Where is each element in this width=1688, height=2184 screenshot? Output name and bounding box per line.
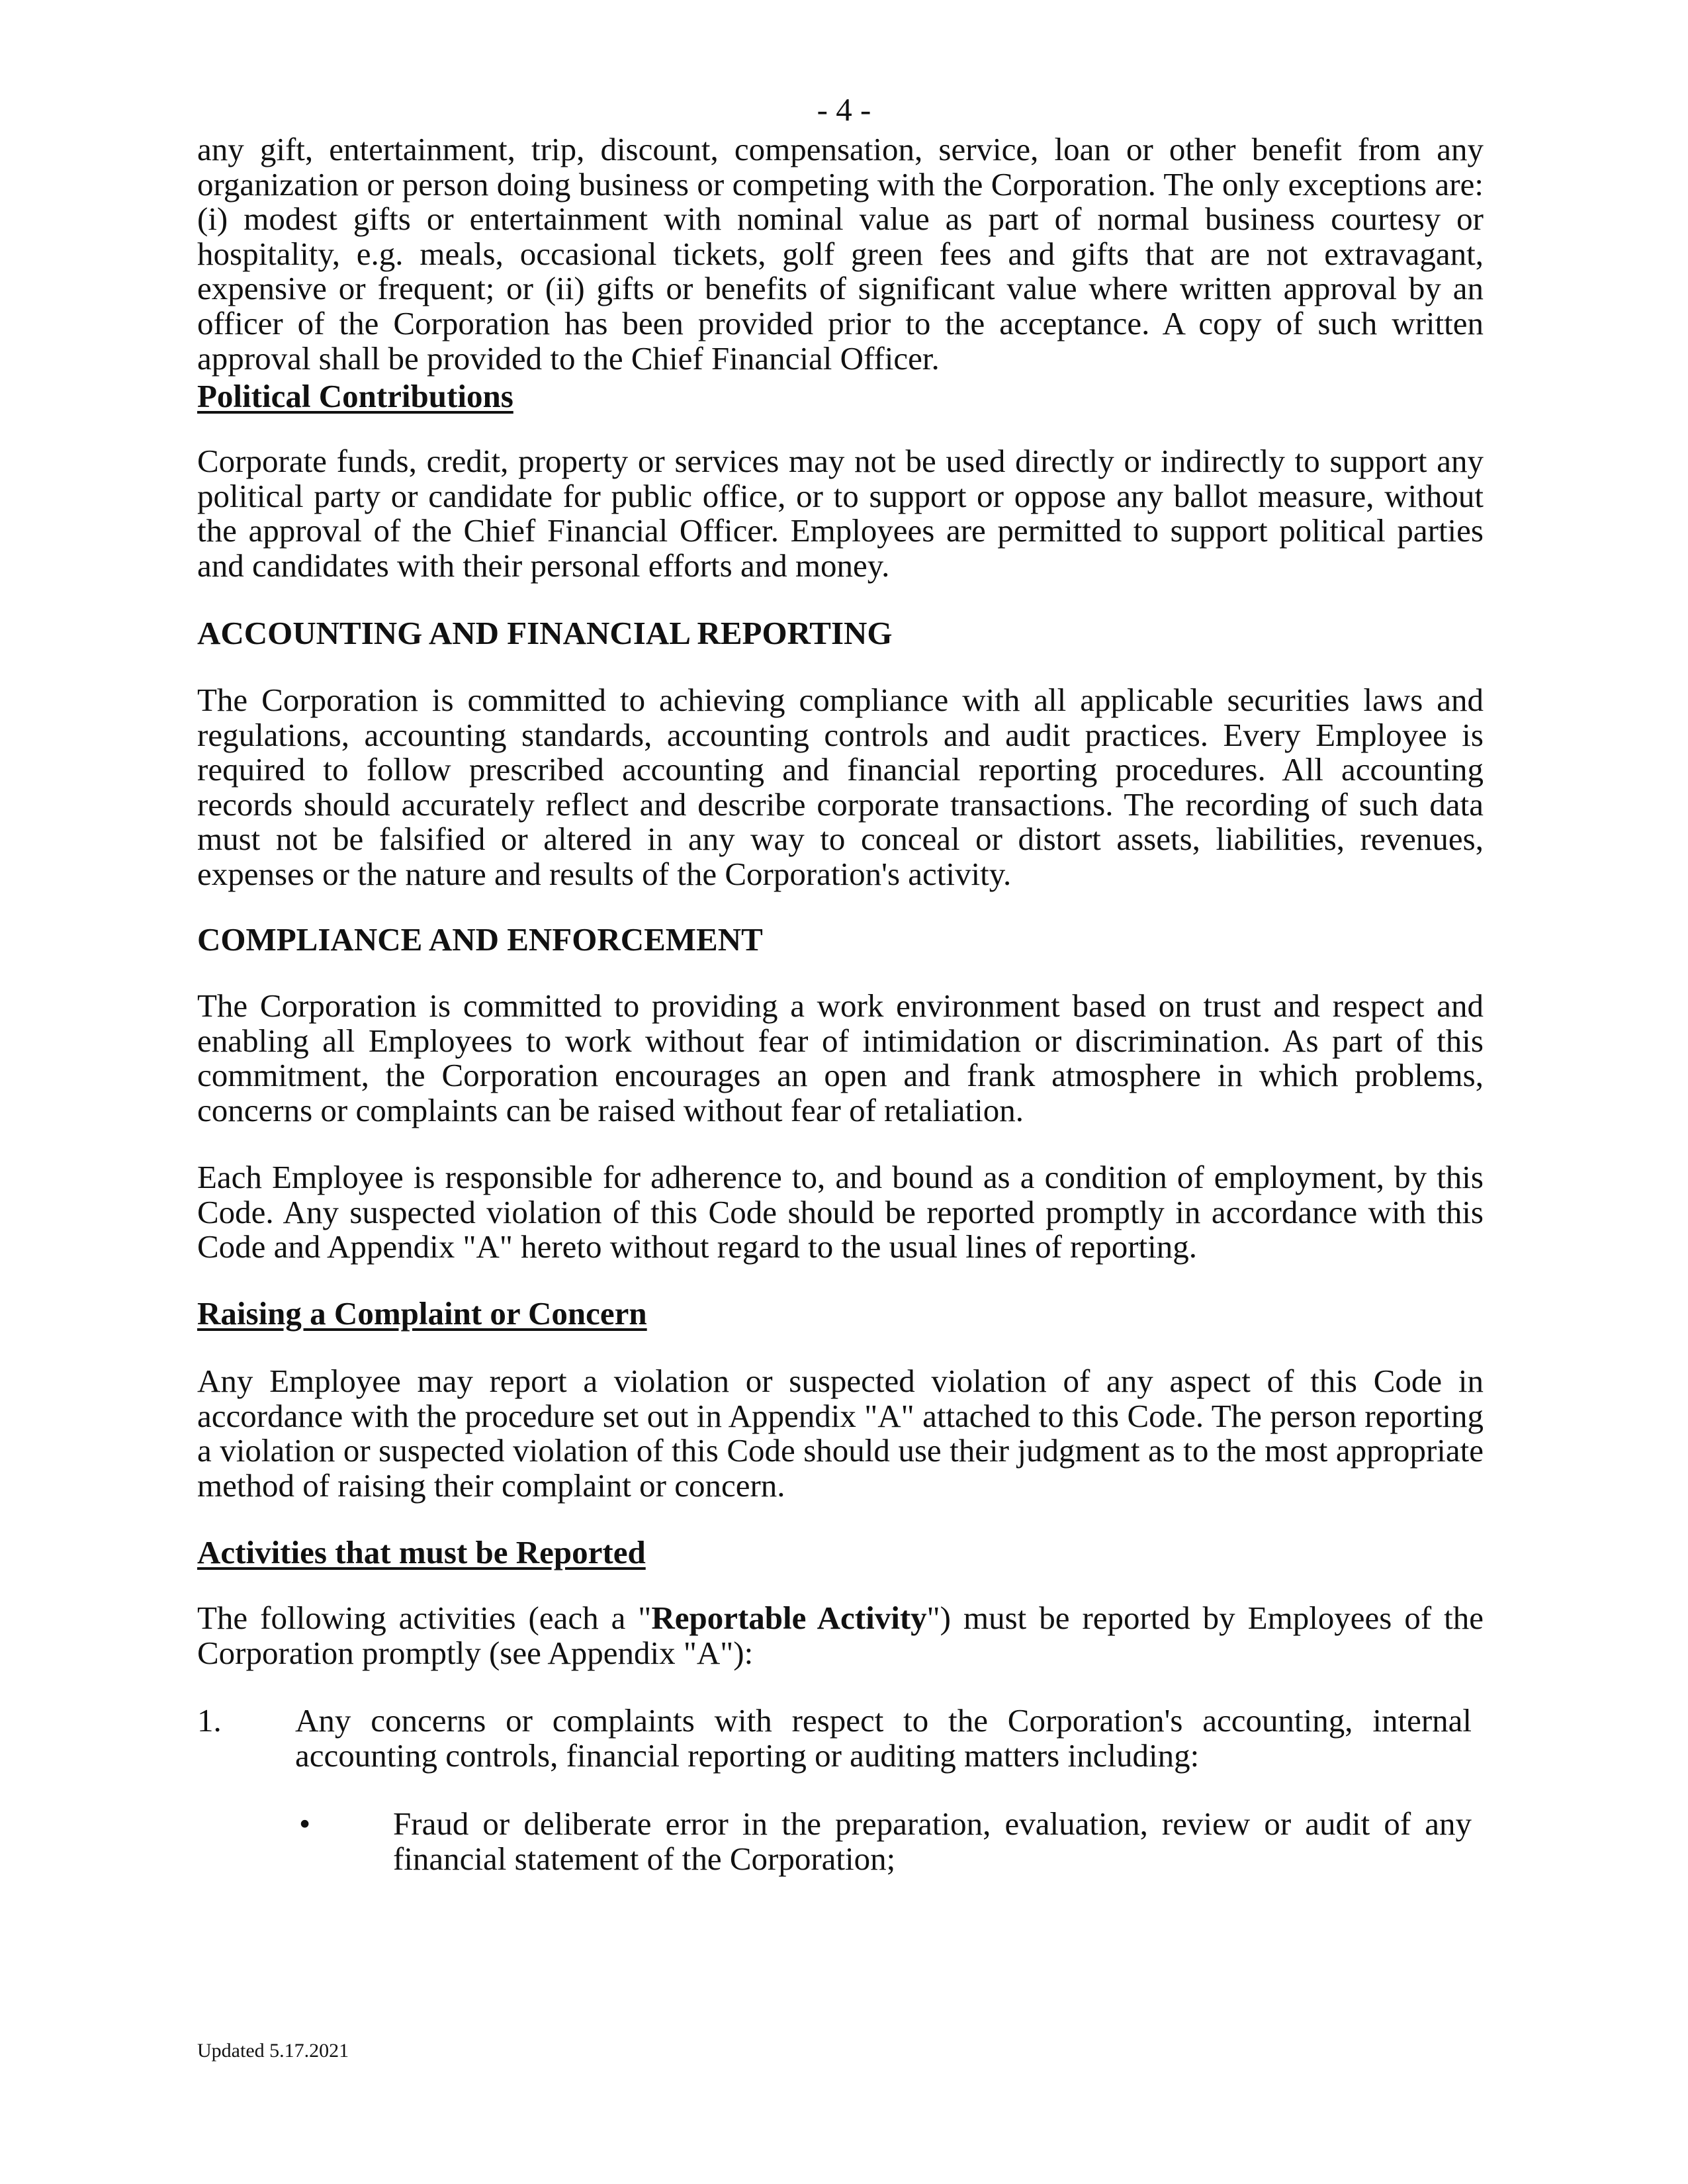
compliance-heading: COMPLIANCE AND ENFORCEMENT: [197, 921, 763, 958]
list-item-number: 1.: [197, 1702, 222, 1739]
accounting-heading: ACCOUNTING AND FINANCIAL REPORTING: [197, 615, 893, 651]
political-contributions-heading: Political Contributions: [197, 378, 513, 414]
activities-text-before: The following activities (each a ": [197, 1600, 652, 1636]
footer-updated-date: Updated 5.17.2021: [197, 2040, 349, 2062]
activities-text-after: ") must be reported by Employees of the Corporation promptly (see Appendix "A"):: [197, 1600, 1484, 1671]
activities-heading: Activities that must be Reported: [197, 1534, 646, 1570]
raising-complaint-heading: Raising a Complaint or Concern: [197, 1295, 647, 1332]
intro-paragraph: any gift, entertainment, trip, discount, compensation, service, loan or other benefit from any organization or person doing business or competing with the Corporation. The only exceptions are: (i) modest gifts or entertainment with nominal value as part of normal business courtesy or hospitality, e.g. meals, occasional tickets, golf green fees and gifts that are not extravagant, expensive or frequent; or (ii) gifts or benefits of significant value where written approval by an officer of the Corporation has been provided prior to the acceptance. A copy of such written approval shall be provided to the Chief Financial Officer.: [197, 131, 1484, 377]
accounting-paragraph: The Corporation is committed to achieving compliance with all applicable securities laws and regulations, accounting standards, accounting controls and audit practices. Every Employee is required to follow prescribed accounting and financial reporting procedures. All accounting records should accurately reflect and describe corporate transactions. The recording of such data must not be falsified or altered in any way to conceal or distort assets, liabilities, revenues, expenses or the nature and results of the Corporation's activity.: [197, 682, 1484, 892]
raising-complaint-paragraph: Any Employee may report a violation or suspected violation of any aspect of this Code in accordance with the procedure set out in Appendix "A" attached to this Code. The person reporting a violation or suspected violation of this Code should use their judgment as to the most appropriate method of raising their complaint or concern.: [197, 1363, 1484, 1504]
bullet-item-text: Fraud or deliberate error in the preparation, evaluation, review or audit of any financial statement of the Corporation;: [393, 1805, 1472, 1877]
page-number: - 4 -: [817, 91, 871, 128]
compliance-paragraph-1: The Corporation is committed to providing a work environment based on trust and respect and enabling all Employees to work without fear of intimidation or discrimination. As part of this commitment, the Corporation encourages an open and frank atmosphere in which problems, concerns or complaints can be raised without fear of retaliation.: [197, 987, 1484, 1128]
political-contributions-paragraph: Corporate funds, credit, property or services may not be used directly or indirectly to support any political party or candidate for public office, or to support or oppose any ballot measure, without the approval of the Chief Financial Officer. Employees are permitted to support political parties and candidates with their personal efforts and money.: [197, 443, 1484, 584]
activities-paragraph: [197, 1601, 1484, 1670]
list-item-text: Any concerns or complaints with respect to the Corporation's accounting, internal accounting controls, financial reporting or auditing matters including:: [295, 1702, 1472, 1774]
compliance-paragraph-2: Each Employee is responsible for adherence to, and bound as a condition of employment, by this Code. Any suspected violation of this Code should be reported promptly in accordance with this Code and Appendix "A" hereto without regard to the usual lines of reporting.: [197, 1159, 1484, 1265]
reportable-activity-term: Reportable Activity: [651, 1600, 927, 1636]
bullet-icon: •: [299, 1805, 311, 1842]
